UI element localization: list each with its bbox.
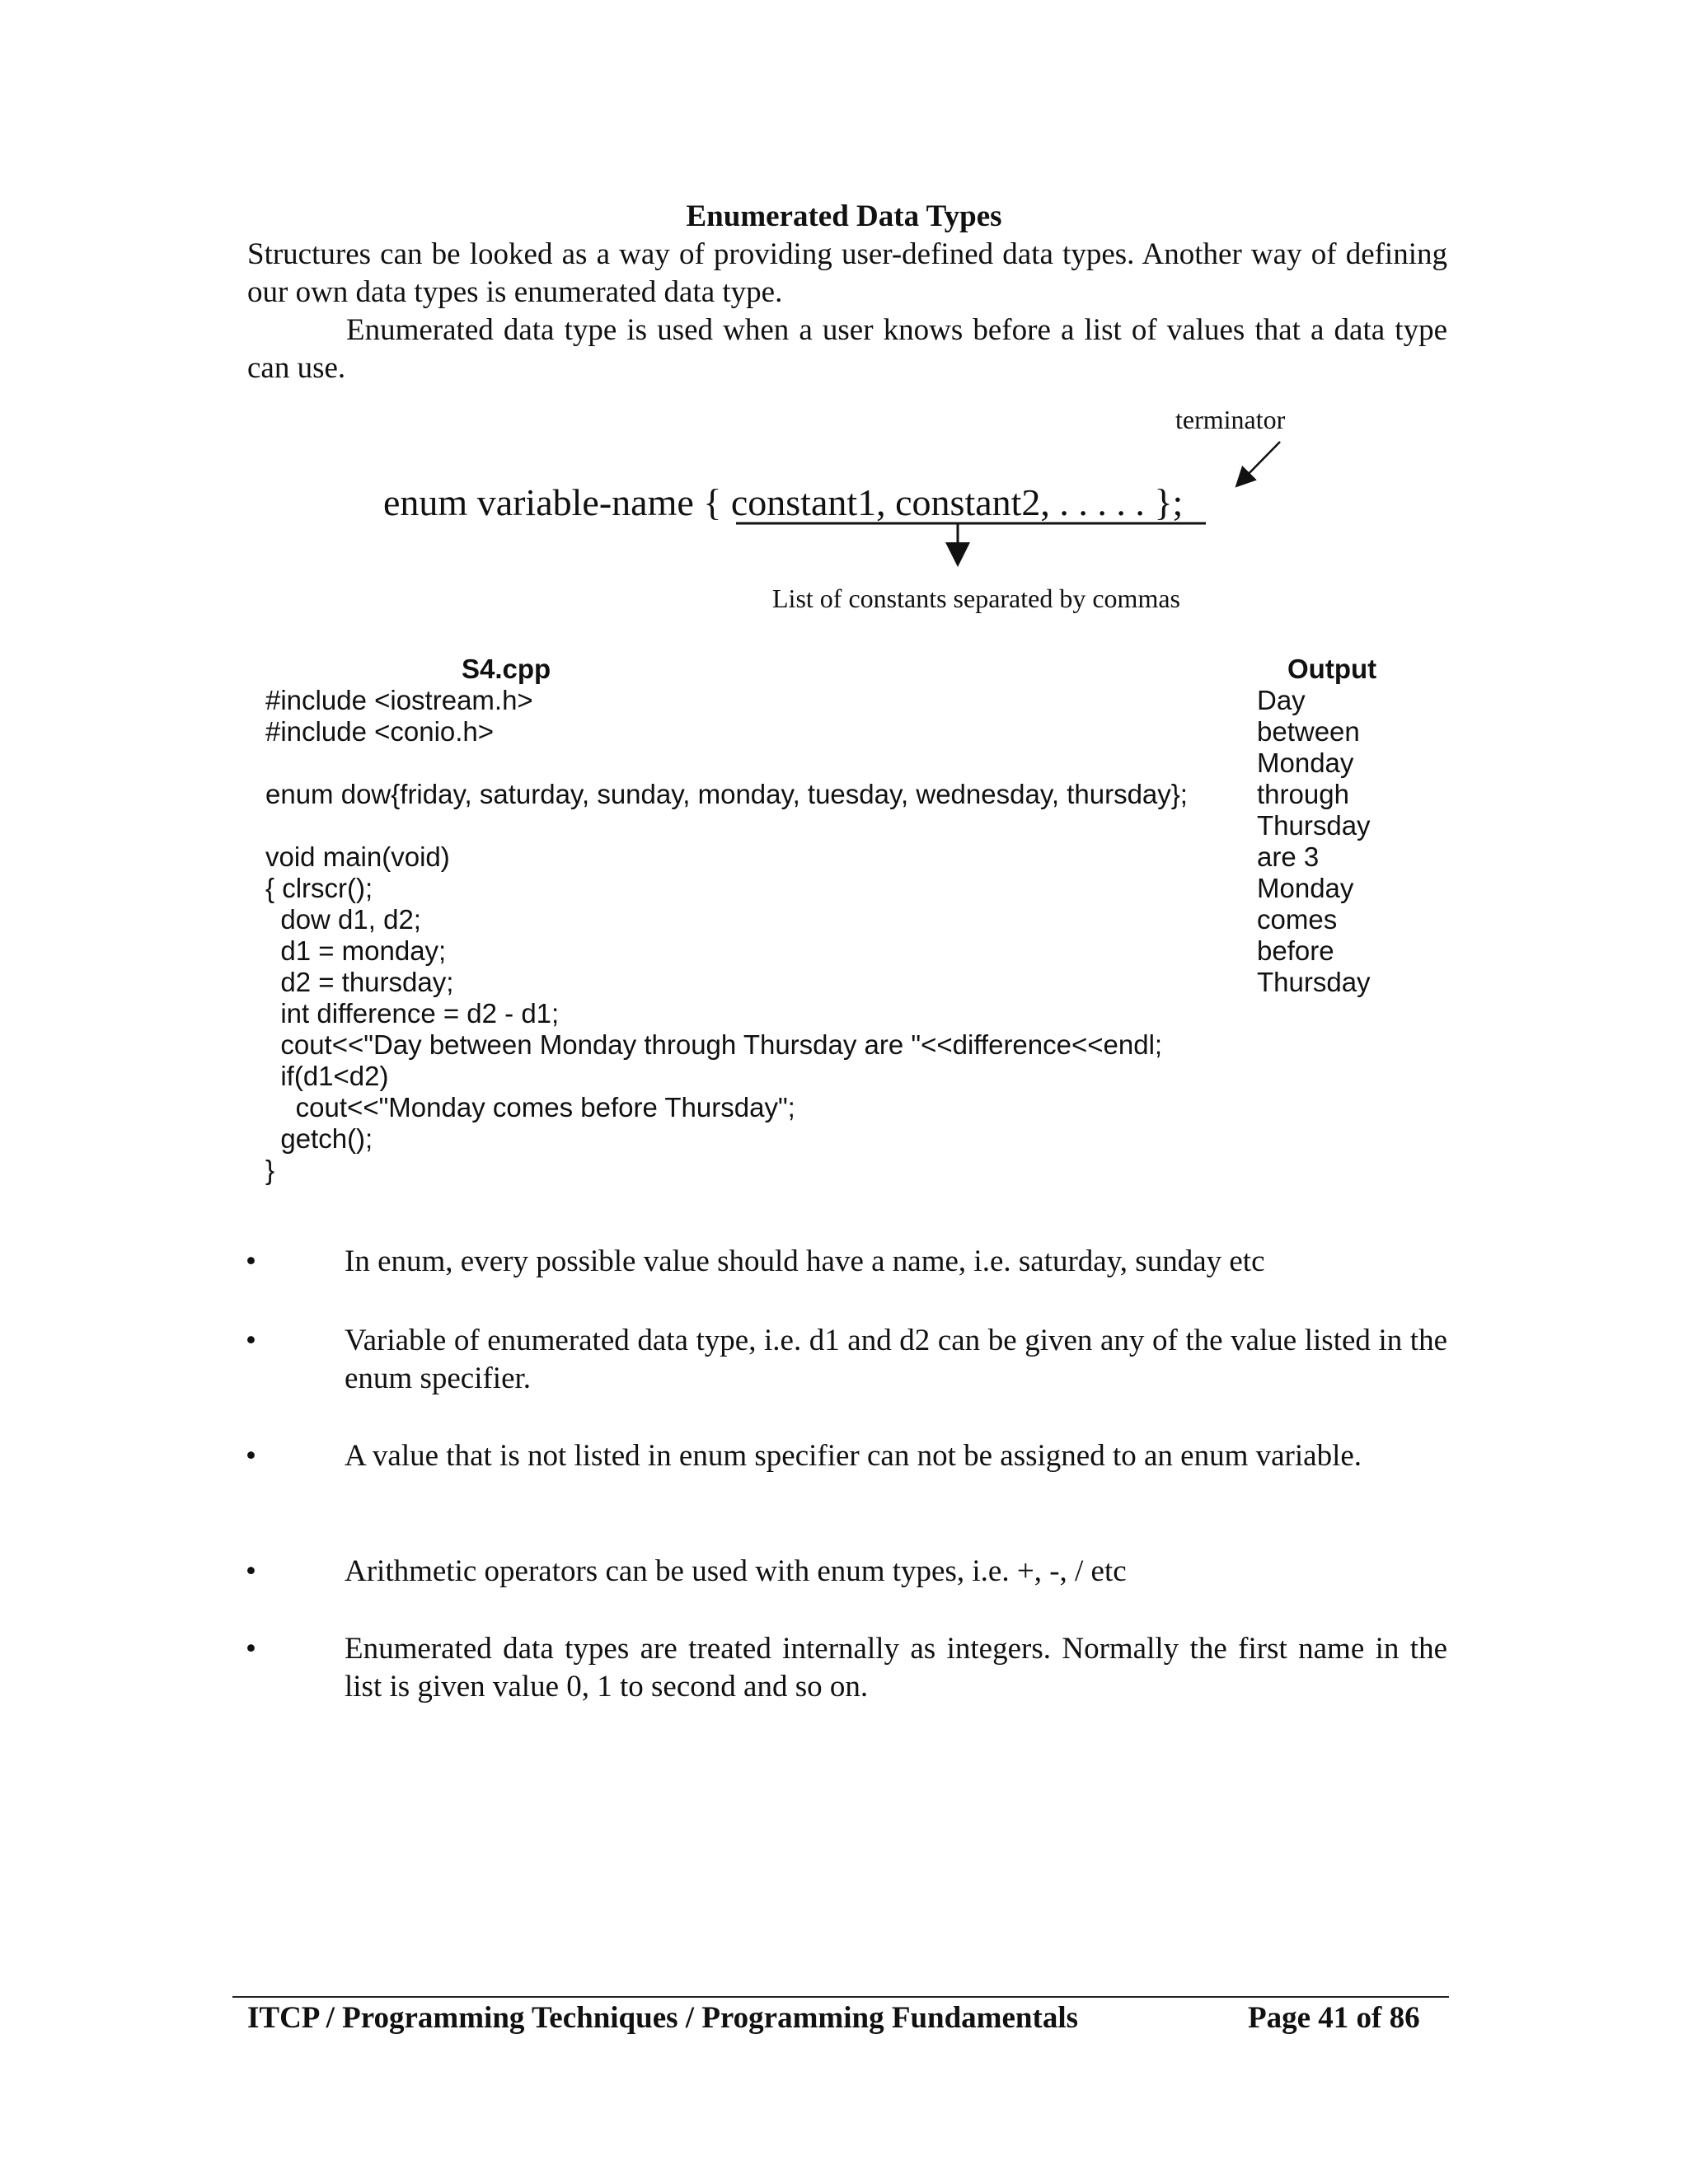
code-line: if(d1<d2) [265,1061,389,1091]
terminator-label: terminator [1175,405,1286,434]
enum-syntax-suffix: }; [1154,481,1184,523]
output-line: Monday [1257,873,1354,903]
code-line: cout<<"Monday comes before Thursday"; [265,1092,795,1122]
code-line: { clrscr(); [265,873,373,903]
intro-paragraph-1: Structures can be looked as a way of providing user-defined data types. Another way of defining our own data types is enumerated data type. [247,237,1447,309]
output-title: Output [1287,654,1377,684]
bullet-marker: • [246,1439,256,1473]
bullet-item: Enumerated data types are treated internally as integers. Normally the first name in the list is given value 0, 1 to second and so on. [345,1632,1447,1704]
bullet-item: Variable of enumerated data type, i.e. d1 and d2 can be given any of the value listed in the enum specifier. [345,1324,1447,1395]
code-line: dow d1, d2; [265,904,421,935]
output-line: between [1257,716,1360,747]
page-title: Enumerated Data Types [686,199,1002,233]
bullet-item: A value that is not listed in enum specifier can not be assigned to an enum variable. [345,1439,1362,1473]
bullet-item: Arithmetic operators can be used with enum types, i.e. +, -, / etc [345,1554,1127,1588]
code-line: cout<<"Day between Monday through Thursday are "<<difference<<endl; [265,1029,1163,1060]
code-line: d1 = monday; [265,935,447,966]
footer-page-number: Page 41 of 86 [1248,2001,1420,2035]
output-line: Thursday [1257,967,1371,997]
output-line: before [1257,935,1334,966]
code-line: int difference = d2 - d1; [265,998,560,1029]
output-line: through [1257,779,1349,809]
output-line: comes [1257,904,1338,935]
code-line: getch(); [265,1123,373,1154]
code-line: #include <iostream.h> [265,685,533,715]
intro-paragraph-2: Enumerated data type is used when a user knows before a list of values that a data type can use. [247,313,1447,385]
footer-divider [232,1996,1449,1998]
enum-syntax-prefix: enum variable-name { [383,481,731,523]
output-line: Thursday [1257,810,1371,841]
constants-label: List of constants separated by commas [772,583,1180,613]
footer-course: ITCP / Programming Techniques / Programming Fundamentals [247,2001,1078,2035]
bullet-marker: • [246,1632,256,1666]
code-line: d2 = thursday; [265,967,454,997]
output-line: Monday [1257,748,1354,778]
output-line: Day [1257,685,1306,715]
code-title: S4.cpp [462,654,551,684]
code-line: } [265,1155,275,1185]
output-line: are 3 [1257,841,1320,872]
bullet-marker: • [246,1324,256,1357]
enum-syntax-constants: constant1, constant2, . . . . . [730,481,1155,523]
code-line: void main(void) [265,841,450,872]
code-line: #include <conio.h> [265,716,495,747]
bullet-item: In enum, every possible value should have a name, i.e. saturday, sunday etc [345,1244,1265,1278]
bullet-marker: • [246,1244,256,1278]
code-line: enum dow{friday, saturday, sunday, monday, tuesday, wednesday, thursday}; [265,779,1188,809]
terminator-arrow [1238,442,1280,485]
bullet-marker: • [246,1554,256,1588]
